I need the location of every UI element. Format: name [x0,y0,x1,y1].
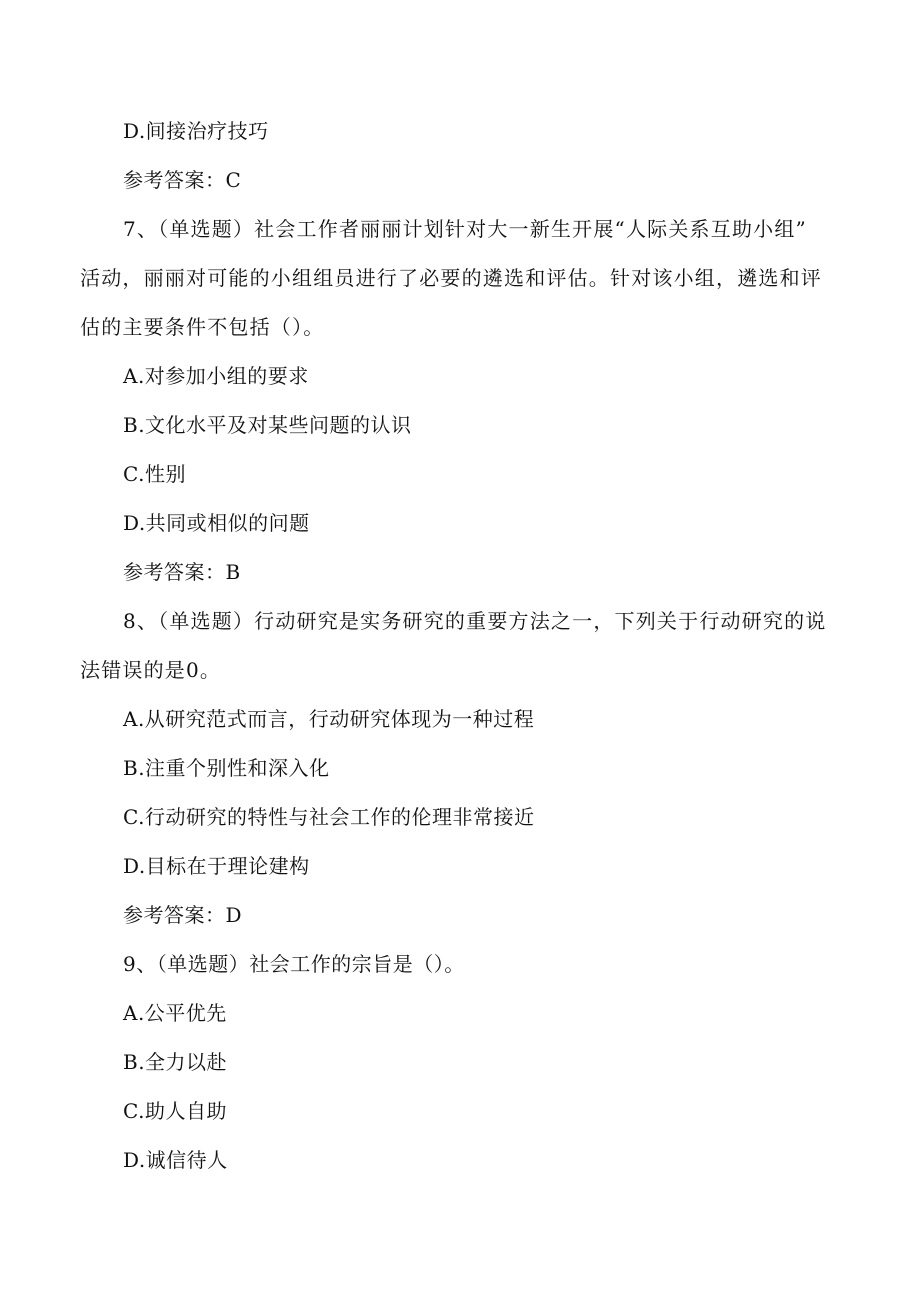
q7-stem-line1: 7、（单选题）社会工作者丽丽计划针对大一新生开展“人际关系互助小组” [123,217,807,241]
q9-option-a: A.公平优先 [123,1001,227,1025]
q7-stem-line3: 估的主要条件不包括（）。 [80,315,325,339]
q7-option-b: B.文化水平及对某些问题的认识 [123,413,412,437]
q8-option-a: A.从研究范式而言，行动研究体现为一种过程 [123,707,535,731]
q7-option-a: A.对参加小组的要求 [123,364,309,388]
q8-answer: 参考答案：D [123,903,243,927]
q7-answer: 参考答案：B [123,560,241,584]
q8-stem-line2: 法错误的是0。 [80,658,222,682]
q9-option-d: D.诚信待人 [123,1148,228,1172]
q7-stem-line2: 活动，丽丽对可能的小组组员进行了必要的遴选和评估。针对该小组，遴选和评 [80,266,822,290]
q6-answer: 参考答案：C [123,168,242,192]
q7-option-d: D.共同或相似的问题 [123,511,310,535]
q7-option-c: C.性别 [123,462,186,486]
q9-option-b: B.全力以赴 [123,1050,228,1074]
q8-option-b: B.注重个别性和深入化 [123,756,330,780]
q8-stem-line1: 8、（单选题）行动研究是实务研究的重要方法之一，下列关于行动研究的说 [123,609,827,633]
q9-stem-line1: 9、（单选题）社会工作的宗旨是（）。 [123,952,465,976]
q8-option-c: C.行动研究的特性与社会工作的伦理非常接近 [123,805,535,829]
q9-option-c: C.助人自助 [123,1099,227,1123]
q6-option-d: D.间接治疗技巧 [123,119,269,143]
q8-option-d: D.目标在于理论建构 [123,854,310,878]
